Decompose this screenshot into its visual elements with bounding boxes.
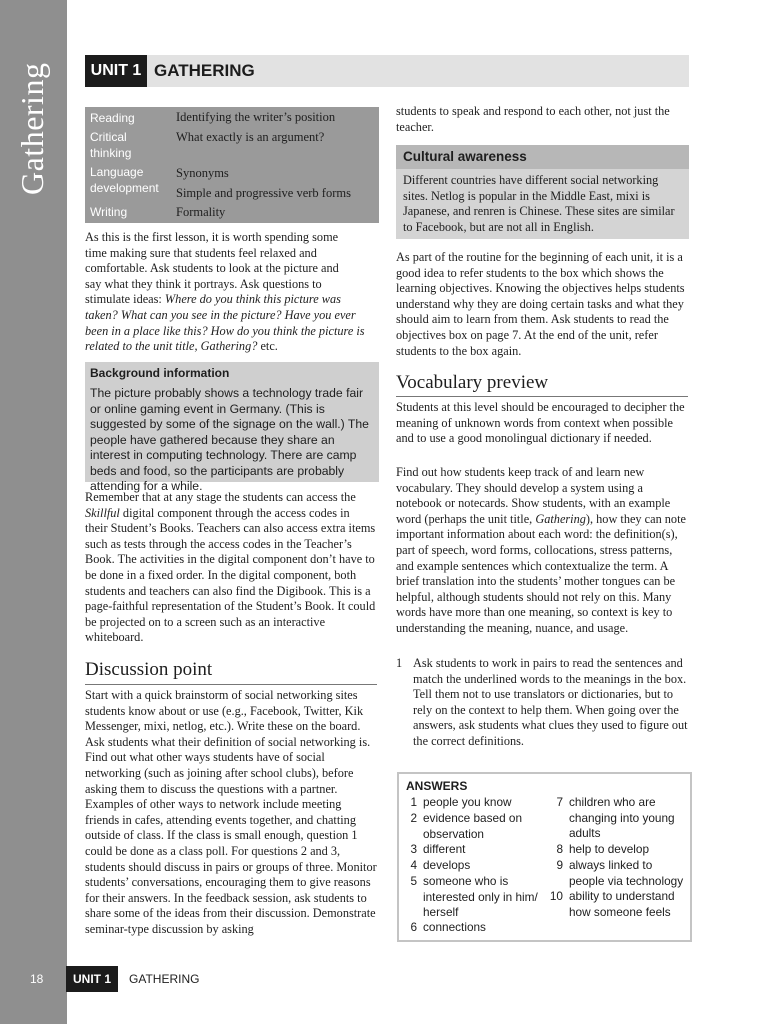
vocab-text: Find out how students keep track of and learn new vocabulary. They should develop a system using a notebook or notecards. Show students, with an example word (perhaps the unit title, — [396, 465, 671, 526]
answer-line: always linked to — [569, 858, 653, 872]
intro-question: been in a place like this? How do you think the picture is — [85, 323, 365, 338]
cultural-awareness-header — [396, 145, 689, 169]
digital-line: digital component through the access codes in — [119, 505, 350, 520]
objectives-box — [85, 107, 379, 223]
objective-value: Synonyms — [176, 166, 229, 180]
objective-value: What exactly is an argument? — [176, 130, 325, 144]
intro-line: time making sure that students feel relaxed and — [85, 245, 317, 260]
background-info-text: The picture probably shows a technology trade fair or online gaming event in Germany. (This is suggested by some of the signage on the wall.) The people have gathered because they share an interest in computing technology. There are camp beds and food, so the participants are probably attending for a while. — [90, 386, 369, 493]
answer-number: 10 — [549, 889, 563, 903]
heading-rule — [85, 684, 377, 685]
answer-line: evidence based on — [423, 811, 523, 825]
intro-line: stimulate ideas: — [85, 292, 165, 307]
answer-number: 6 — [410, 920, 417, 934]
answer-line: herself — [423, 905, 459, 919]
intro-question: Where do you think this picture was — [164, 292, 341, 307]
intro-tail: etc. — [257, 339, 278, 354]
answer-number: 5 — [410, 874, 417, 888]
digital-rest: their Student’s Books. Teachers can also access extra items such as tests through the access codes in the Teacher’s Book. The activities in the digital component don’t have to be done in a fixed order. In the digital component, both students and teachers can also find the Digibook. This is a page-faithful representation of the Student’s Book. It could be projected on to a screen such as an interactive whiteboard. — [85, 521, 376, 645]
answer-line: observation — [423, 826, 484, 841]
task-instructions: Ask students to work in pairs to read the sentences and match the underlined words to the meanings in the box. Tell them not to use translators or dictionaries, but to rely on the context to help them. When going over the answers, ask students what clues they used to figure out the correct definitions. — [413, 656, 688, 748]
answer-number: 2 — [410, 811, 417, 825]
task-number: 1 — [396, 656, 403, 670]
intro-line: As this is the first lesson, it is worth spending some — [85, 230, 339, 244]
answer-line: help to develop — [569, 842, 650, 856]
answer-line: ability to understand — [569, 889, 675, 903]
answer-line: changing into young — [569, 810, 675, 825]
cultural-awareness-text: Different countries have different social networking sites. Netlog is popular in the Middle East, mixi is Japanese, and renren is Chinese. These sites are similar to Facebook, but are not all in English. — [403, 173, 675, 234]
answer-line: adults — [569, 826, 601, 840]
background-info-box — [85, 362, 379, 493]
vocab-paragraph-2 — [396, 465, 688, 637]
continuation-text: students to speak and respond to each other, not just the teacher. — [396, 104, 670, 134]
intro-line: say what they think it portrays. Ask questions to — [85, 276, 322, 291]
objective-label: development — [90, 181, 159, 195]
answer-number: 1 — [410, 795, 417, 809]
objective-label: Writing — [90, 205, 128, 219]
answer-line: connections — [423, 920, 486, 934]
discussion-heading: Discussion point — [85, 659, 213, 680]
vocab-text: ), how they can note important information about each word: the definition(s), part of speech, word forms, collocations, stress patterns, and example sentences which contextualize the term. A brief translation into the students’ mother tongues can be helpful, although students should not rely on this. Many words have more than one meaning, so context is key to understanding the meaning, nuance, and usage. — [396, 511, 686, 635]
answer-line: someone who is — [423, 874, 509, 888]
digital-italic: Skillful — [85, 505, 120, 520]
answer-number: 9 — [556, 858, 563, 872]
cultural-awareness-title: Cultural awareness — [403, 149, 527, 164]
answer-number: 3 — [410, 842, 417, 856]
digital-paragraph — [85, 490, 381, 646]
intro-question: taken? What can you see in the picture? Have you ever — [85, 307, 356, 322]
footer-title: GATHERING — [129, 972, 200, 986]
sidebar-strip — [0, 0, 67, 1024]
objective-value: Identifying the writer’s position — [176, 110, 336, 124]
background-info-title: Background information — [90, 366, 230, 380]
objective-label: Critical — [90, 130, 127, 144]
objective-label: Reading — [90, 111, 135, 125]
page-number: 18 — [30, 972, 44, 986]
objective-value: Formality — [176, 205, 226, 219]
footer-unit-tag: UNIT 1 — [66, 966, 118, 992]
routine-paragraph: As part of the routine for the beginning of each unit, it is a good idea to refer students to the box which shows the learning objectives. Knowing the objectives helps students understand why they are doing certain tasks and what they should aim to learn from them. Ask students to read the objectives box on page 7. At the end of the unit, refer students to the box again. — [396, 250, 685, 358]
answer-line: people you know — [423, 795, 512, 809]
unit-tag: UNIT 1 — [85, 55, 147, 87]
unit-title: GATHERING — [154, 61, 255, 80]
digital-line: Remember that at any stage the students can access the — [85, 490, 356, 504]
objective-label: thinking — [90, 146, 132, 160]
answer-number: 4 — [410, 858, 417, 872]
answer-line: how someone feels — [569, 904, 671, 919]
cultural-awareness-box — [396, 145, 689, 239]
intro-line: comfortable. Ask students to look at the picture and — [85, 261, 339, 276]
intro-paragraph — [85, 230, 379, 355]
answers-title: ANSWERS — [406, 779, 468, 793]
vocab-heading: Vocabulary preview — [396, 372, 549, 393]
objective-value: Simple and progressive verb forms — [176, 186, 351, 200]
objective-label: Language — [90, 165, 144, 179]
answers-box — [397, 772, 692, 942]
discussion-text: Start with a quick brainstorm of social networking sites students know about or use (e.g., Facebook, Twitter, Kik Messenger, mixi, netlog, etc.). Write these on the board. Ask students what their definition of social networking is. Find out what other ways students have of social networking (such as joining after school clubs), before asking them to discuss the questions with a partner. Examples of other ways to network include meeting friends in cafes, attending events together, and chatting outside of class. If the class is small enough, question 1 could be done as a class poll. For questions 2 and 3, students should discuss in pairs or groups of three. Monitor students’ conversations, encouraging them to give reasons for their answers. In the feedback session, ask students to share some of the ideas from their discussion. Demonstrate seminar-type discussion by asking — [85, 688, 377, 936]
sidebar-title: Gathering — [14, 62, 50, 195]
answer-line: people via technology — [569, 873, 684, 888]
vocab-paragraph-1: Students at this level should be encouraged to decipher the meaning of unknown words from context when possible and to use a good monolingual dictionary if needed. — [396, 400, 685, 446]
answer-line: children who are — [569, 795, 656, 809]
answer-line: interested only in him/ — [423, 889, 538, 904]
intro-question: related to the unit title, Gathering? — [85, 339, 258, 354]
vocab-example-word: Gathering — [535, 511, 586, 526]
answer-number: 7 — [556, 795, 563, 809]
answer-number: 8 — [556, 842, 563, 856]
heading-rule — [396, 396, 688, 397]
answer-line: develops — [423, 858, 471, 872]
answer-line: different — [423, 842, 466, 856]
